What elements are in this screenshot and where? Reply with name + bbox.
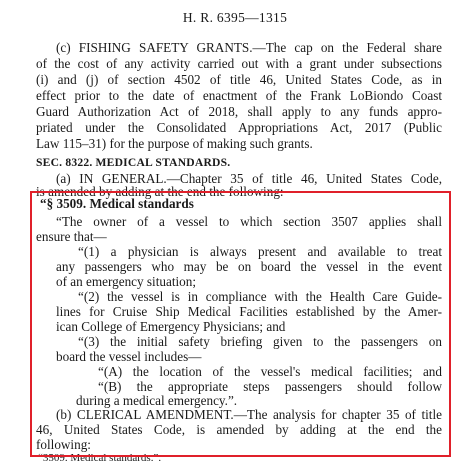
inserted-line-2: ensure that— [36,229,107,244]
inserted-line-3: “(1) a physician is always present and available to treat [78,244,442,259]
subsection-c-line-2: of the cost of any activity carried out with a grant under subsections [36,56,442,71]
inserted-line-12: “(B) the appropriate steps passengers should follow [98,379,442,394]
subsection-b-line-2: 46, United States Code, is amended by adding at the end the [36,422,442,437]
running-head: H. R. 6395—1315 [182,10,288,25]
inserted-section-heading: “§ 3509. Medical standards [40,196,194,211]
subsection-a-line-2: is amended by adding at the end the following: [36,184,284,199]
subsection-c-line-7: Law 115–31) for the purpose of making such grants. [36,136,313,151]
subsection-a-line-1: (a) IN GENERAL.—Chapter 35 of title 46, United States Code, [56,171,442,186]
inserted-line-1: “The owner of a vessel to which section 3507 applies shall [56,214,442,229]
inserted-line-9: “(3) the initial safety briefing given to the passengers on [78,334,442,349]
table-of-contents-entry: “3509. Medical standards.”. [38,452,162,464]
subsection-c-line-1: (c) FISHING SAFETY GRANTS.—The cap on the Federal share [56,40,442,55]
inserted-line-10: board the vessel includes— [56,349,202,364]
inserted-line-8: ican College of Emergency Physicians; and [56,319,286,334]
subsection-b-line-1: (b) CLERICAL AMENDMENT.—The analysis for chapter 35 of title [56,407,442,422]
inserted-line-5: of an emergency situation; [56,274,197,289]
subsection-b-line-3: following: [36,437,91,452]
inserted-line-6: “(2) the vessel is in compliance with the Health Care Guide- [78,289,442,304]
subsection-c-line-4: effect prior to the date of enactment of the Frank LoBiondo Coast [36,88,442,103]
subsection-c-line-5: Guard Authorization Act of 2018, shall apply to any funds appro- [36,104,442,119]
inserted-line-11: “(A) the location of the vessel's medical facilities; and [98,364,442,379]
subsection-c-line-6: priated under the Consolidated Appropriations Act, 2017 (Public [36,120,442,135]
subsection-c-line-3: (i) and (j) of section 4502 of title 46, United States Code, as in [36,72,442,87]
inserted-line-7: lines for Cruise Ship Medical Facilities established by the Amer- [56,304,442,319]
section-heading: SEC. 8322. MEDICAL STANDARDS. [36,156,231,169]
inserted-line-13: during a medical emergency.”. [76,393,238,408]
inserted-line-4: any passengers who may be on board the vessel in the event [56,259,442,274]
